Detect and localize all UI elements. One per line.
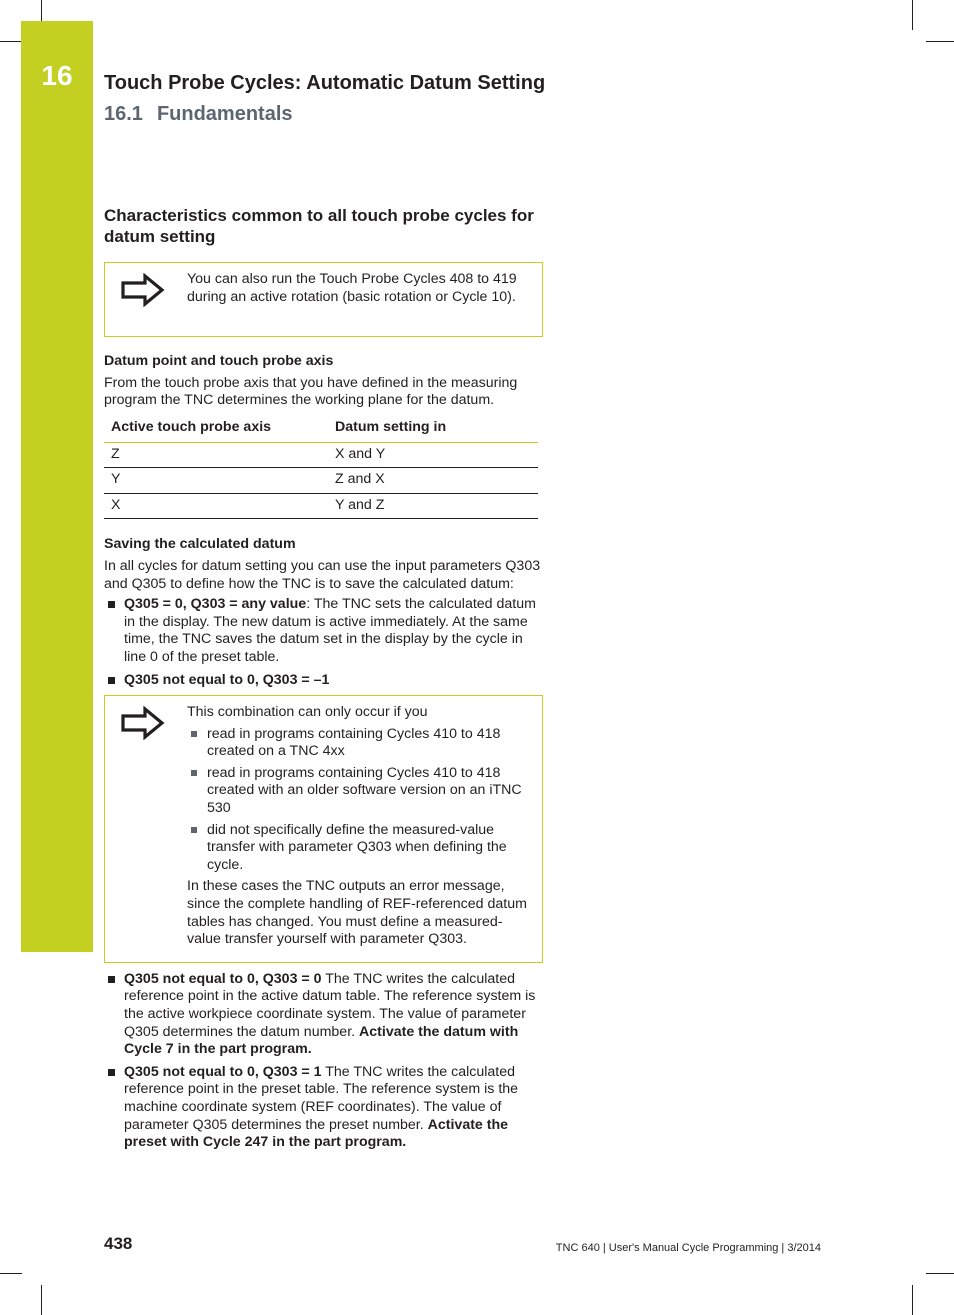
section-number: 16.1 <box>104 103 143 125</box>
list-item <box>104 672 542 690</box>
note-box <box>104 262 543 337</box>
note-box <box>104 695 543 963</box>
chapter-sidebar-bar <box>21 21 93 952</box>
arrow-right-icon <box>120 706 166 740</box>
bold-text: Activate the datum with Cycle 7 in the part program. <box>124 1023 519 1058</box>
list-item <box>187 726 534 761</box>
bullet-square-icon <box>108 677 115 684</box>
table-header: Active touch probe axis <box>104 415 328 442</box>
bold-text: Q305 = 0, Q303 = any value <box>124 596 307 613</box>
crop-mark <box>926 1273 954 1274</box>
note-outro: In these cases the TNC outputs an error message, since the complete handling of REF-referenced datum tables has changed. You must define a measured-value transfer yourself with parameter Q303. <box>187 878 527 948</box>
item-text: : The TNC sets the calculated datum in the display. The new datum is active immediately. At the same time, the TNC saves the datum set in the display by the cycle in line 0 of the preset table. <box>124 596 536 665</box>
bullet-square-icon <box>191 827 197 833</box>
crop-mark <box>41 1285 42 1315</box>
crop-mark <box>912 0 913 30</box>
bullet-square-icon <box>191 731 197 737</box>
crop-mark <box>41 0 42 22</box>
page-content <box>104 205 542 1157</box>
list-item <box>104 1064 542 1152</box>
table-header-row <box>104 415 538 442</box>
bullet-square-icon <box>108 601 115 608</box>
bold-text: Activate the preset with Cycle 247 in the part program. <box>124 1116 509 1151</box>
table-row <box>104 468 538 494</box>
list-item <box>187 765 534 818</box>
list-item <box>104 971 542 1059</box>
table-cell: Z and X <box>328 468 538 494</box>
bullet-square-icon <box>191 770 197 776</box>
subheading-datum-axis: Datum point and touch probe axis <box>104 353 334 370</box>
table-cell: Z <box>104 442 328 468</box>
paragraph: In all cycles for datum setting you can use the input parameters Q303 and Q305 to define how the TNC is to save the calculated datum: <box>104 557 541 592</box>
chapter-number: 16 <box>41 60 73 91</box>
item-text: read in programs containing Cycles 410 to 418 created with an older software version on an iTNC 530 <box>207 764 522 817</box>
item-text: read in programs containing Cycles 410 to 418 created on a TNC 4xx <box>207 725 501 760</box>
table-row <box>104 442 538 468</box>
section-title <box>104 103 293 126</box>
item-text: did not specifically define the measured-value transfer with parameter Q303 when defining the cycle. <box>207 821 507 873</box>
table-row <box>104 493 538 519</box>
bold-text: Q305 not equal to 0, Q303 = –1 <box>124 671 330 688</box>
item-text: The TNC writes the calculated reference point in the active datum table. The reference system is the active workpiece coordinate system. The value of parameter Q305 determines the datum number. <box>124 970 536 1040</box>
bullet-square-icon <box>108 1069 115 1076</box>
note-text: You can also run the Touch Probe Cycles 408 to 419 during an active rotation (basic rotation or Cycle 10). <box>187 271 517 305</box>
note-content <box>187 696 542 962</box>
page-footer: TNC 640 | User's Manual Cycle Programming | 3/2014 <box>555 1242 821 1254</box>
crop-mark <box>912 1285 913 1315</box>
note-bullet-list <box>187 726 534 875</box>
table-cell: Y and Z <box>328 493 538 519</box>
bold-text: Q305 not equal to 0, Q303 = 0 <box>124 970 322 987</box>
bullet-square-icon <box>108 976 115 983</box>
table-cell: X <box>104 493 328 519</box>
bold-text: Q305 not equal to 0, Q303 = 1 <box>124 1063 322 1080</box>
list-item <box>187 822 534 875</box>
table-cell: X and Y <box>328 442 538 468</box>
chapter-title: Touch Probe Cycles: Automatic Datum Setting <box>104 72 546 94</box>
bullet-list <box>104 596 542 689</box>
page-number: 438 <box>104 1234 133 1253</box>
bullet-list <box>104 971 542 1152</box>
crop-mark <box>0 41 22 42</box>
crop-mark <box>926 41 954 42</box>
note-intro: This combination can only occur if you <box>187 704 428 721</box>
table-cell: Y <box>104 468 328 494</box>
section-name: Fundamentals <box>156 103 293 125</box>
item-text: The TNC writes the calculated reference point in the preset table. The reference system is the machine coordinate system (REF coordinates). The value of parameter Q305 determines the preset number. <box>124 1063 519 1133</box>
paragraph: From the touch probe axis that you have defined in the measuring program the TNC determines the working plane for the datum. <box>104 374 518 409</box>
table-header: Datum setting in <box>328 415 538 442</box>
crop-mark <box>0 1273 22 1274</box>
main-heading: Characteristics common to all touch probe cycles for datum setting <box>104 206 534 246</box>
axis-table <box>104 415 538 519</box>
list-item <box>104 596 542 666</box>
subheading-saving: Saving the calculated datum <box>104 536 296 553</box>
arrow-right-icon <box>120 273 166 307</box>
